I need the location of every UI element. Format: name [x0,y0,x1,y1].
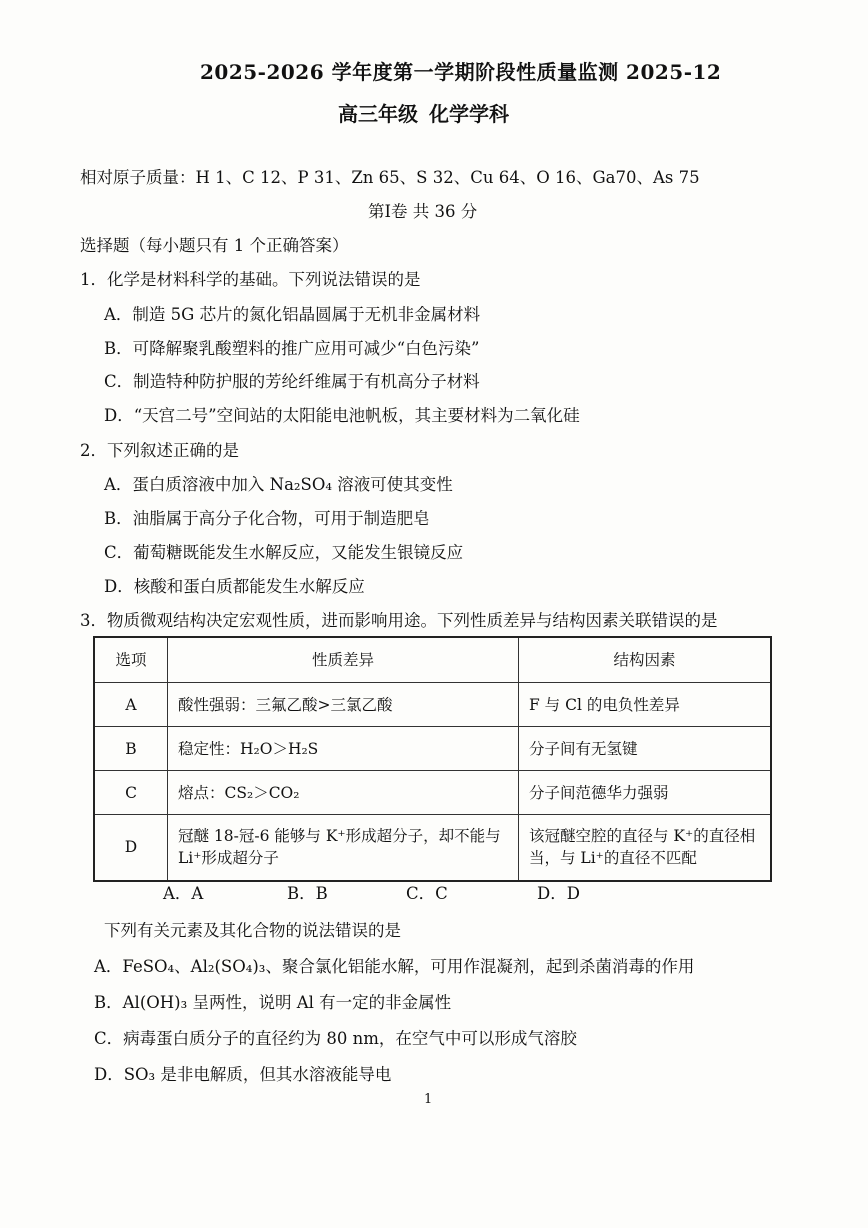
table-cell-option: A [94,683,168,727]
question-1-option-b: B．可降解聚乳酸塑料的推广应用可减少“白色污染” [104,339,480,358]
question-2-option-a: A．蛋白质溶液中加入 Na₂SO₄ 溶液可使其变性 [104,475,453,494]
question-1-option-c: C．制造特种防护服的芳纶纤维属于有机高分子材料 [104,372,480,391]
question-4-option-a: A．FeSO₄、Al₂(SO₄)₃、聚合氯化铝能水解，可用作混凝剂，起到杀菌消毒的作用 [94,957,695,976]
table-row [94,683,771,727]
question-3-table [93,636,772,882]
table-row [94,727,771,771]
table-cell-option: D [94,815,168,881]
question-3-answer-b: B．B [287,884,328,903]
table-cell-property: 酸性强弱：三氟乙酸>三氯乙酸 [168,683,519,727]
question-4-stem: 下列有关元素及其化合物的说法错误的是 [104,921,401,940]
exam-subtitle: 高三年级 化学学科 [338,102,509,126]
question-4-option-b: B．Al(OH)₃ 呈两性，说明 Al 有一定的非金属性 [94,993,452,1012]
question-3-answer-a: A．A [163,884,204,903]
table-cell-structure: 分子间范德华力强弱 [519,771,772,815]
question-2-option-c: C．葡萄糖既能发生水解反应，又能发生银镜反应 [104,543,464,562]
table-header-property: 性质差异 [168,637,519,683]
question-1-stem: 1．化学是材料科学的基础。下列说法错误的是 [80,270,421,289]
section-instruction: 选择题（每小题只有 1 个正确答案） [80,236,349,255]
table-cell-option: C [94,771,168,815]
table-cell-structure: 分子间有无氢键 [519,727,772,771]
table-header-structure: 结构因素 [519,637,772,683]
table-cell-structure: 该冠醚空腔的直径与 K⁺的直径相当，与 Li⁺的直径不匹配 [519,815,772,881]
table-cell-property: 熔点：CS₂＞CO₂ [168,771,519,815]
page-number: 1 [424,1092,433,1107]
question-3-answer-d: D．D [537,884,580,903]
question-1-option-a: A．制造 5G 芯片的氮化铝晶圆属于无机非金属材料 [104,305,481,324]
table-header-option: 选项 [94,637,168,683]
atomic-masses: 相对原子质量：H 1、C 12、P 31、Zn 65、S 32、Cu 64、O 16、Ga70、As 75 [80,168,700,187]
question-3-stem: 3．物质微观结构决定宏观性质，进而影响用途。下列性质差异与结构因素关联错误的是 [80,611,718,630]
exam-title: 2025-2026 学年度第一学期阶段性质量监测 2025-12 [200,60,722,84]
section-title: 第Ⅰ卷 共 36 分 [368,202,478,221]
question-2-option-d: D．核酸和蛋白质都能发生水解反应 [104,577,365,596]
question-4-option-d: D．SO₃ 是非电解质，但其水溶液能导电 [94,1065,392,1084]
table-row [94,815,771,881]
question-2-option-b: B．油脂属于高分子化合物，可用于制造肥皂 [104,509,430,528]
table-cell-property: 稳定性：H₂O＞H₂S [168,727,519,771]
table-cell-property: 冠醚 18-冠-6 能够与 K⁺形成超分子，却不能与 Li⁺形成超分子 [168,815,519,881]
table-row [94,771,771,815]
question-3-answer-c: C．C [406,884,448,903]
question-4-option-c: C．病毒蛋白质分子的直径约为 80 nm，在空气中可以形成气溶胶 [94,1029,577,1048]
question-1-option-d: D．“天宫二号”空间站的太阳能电池帆板，其主要材料为二氧化硅 [104,406,580,425]
table-cell-option: B [94,727,168,771]
question-2-stem: 2．下列叙述正确的是 [80,441,239,460]
table-cell-structure: F 与 Cl 的电负性差异 [519,683,772,727]
